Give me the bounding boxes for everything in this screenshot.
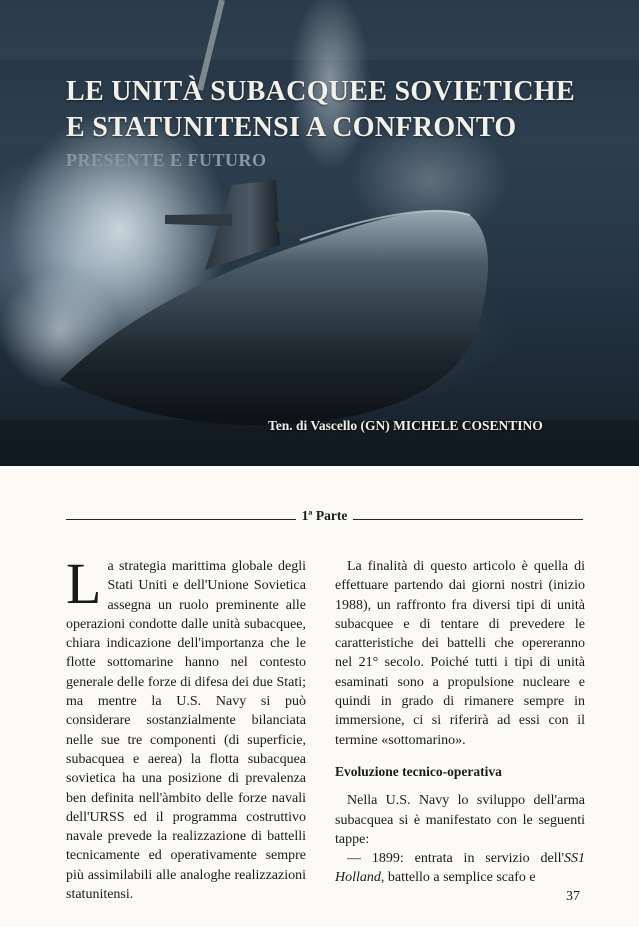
ship-name: SS1 Holland <box>335 851 585 886</box>
paragraph-purpose: La finalità di questo articolo è quella di effettuare partendo dai giorni nostri (inizio 1988), un raffronto fra diversi tipi di unità subacquee e di tentare di prevedere le caratteristiche dei battelli che opereranno nel 21° secolo. Poiché tutti i tipi di unità esaminati sono a propulsione nucleare e quindi in grado di rimanere sempre in immersione, ci si riferirà ad essi con il termine «sottomarino». <box>335 559 585 748</box>
section-heading: Evoluzione tecnico-operativa <box>335 763 502 779</box>
author-byline: Ten. di Vascello (GN) MICHELE COSENTINO <box>268 418 543 433</box>
intro-paragraph <box>66 551 306 904</box>
part-label: 1ª Parte <box>301 508 348 523</box>
text-column-left <box>66 551 306 904</box>
part-divider <box>66 508 583 524</box>
drop-cap: L <box>66 551 102 616</box>
intro-text: a strategia marittima globale degli Stati Uniti e dell'Unione Sovietica assegna un ruolo preminente alle operazioni condotte dalle unità subacquee, chiara indicazione dell'importanza che le flotte sottomarine hanno nel contesto generale delle forze di difesa dei due Stati; ma mentre la U.S. Navy si può considerare sostanzialmente bilanciata nelle sue tre componenti (di superficie, subacquea e aerea) la flotta subacquea sovietica ha una posizione di prevalenza ben definita nell'àmbito delle forze navali dell'URSS ed il programma costruttivo navale prevede la realizzazione di battelli tecnicamente ed operativamente sempre più assimilabili alle analoghe realizzazioni statunitensi. <box>66 559 306 903</box>
title-line-2: E STATUNITENSI A CONFRONTO <box>66 112 517 143</box>
title-line-1: LE UNITÀ SUBACQUEE SOVIETICHE <box>66 76 575 107</box>
milestone-prefix: — 1899: entrata in servizio dell' <box>347 851 564 867</box>
milestone-suffix: , battello a semplice scafo e <box>380 870 536 886</box>
divider-line-right <box>353 519 583 520</box>
page-number: 37 <box>566 889 580 904</box>
paragraph-milestone-1899 <box>335 849 585 888</box>
divider-line-left <box>66 519 296 520</box>
paragraph-navy-development: Nella U.S. Navy lo sviluppo dell'arma subacquea si è manifestato con le seguenti tappe: <box>335 793 585 847</box>
article-title <box>66 74 575 146</box>
article-subtitle: PRESENTE E FUTURO <box>66 150 267 170</box>
text-column-right <box>335 557 585 888</box>
